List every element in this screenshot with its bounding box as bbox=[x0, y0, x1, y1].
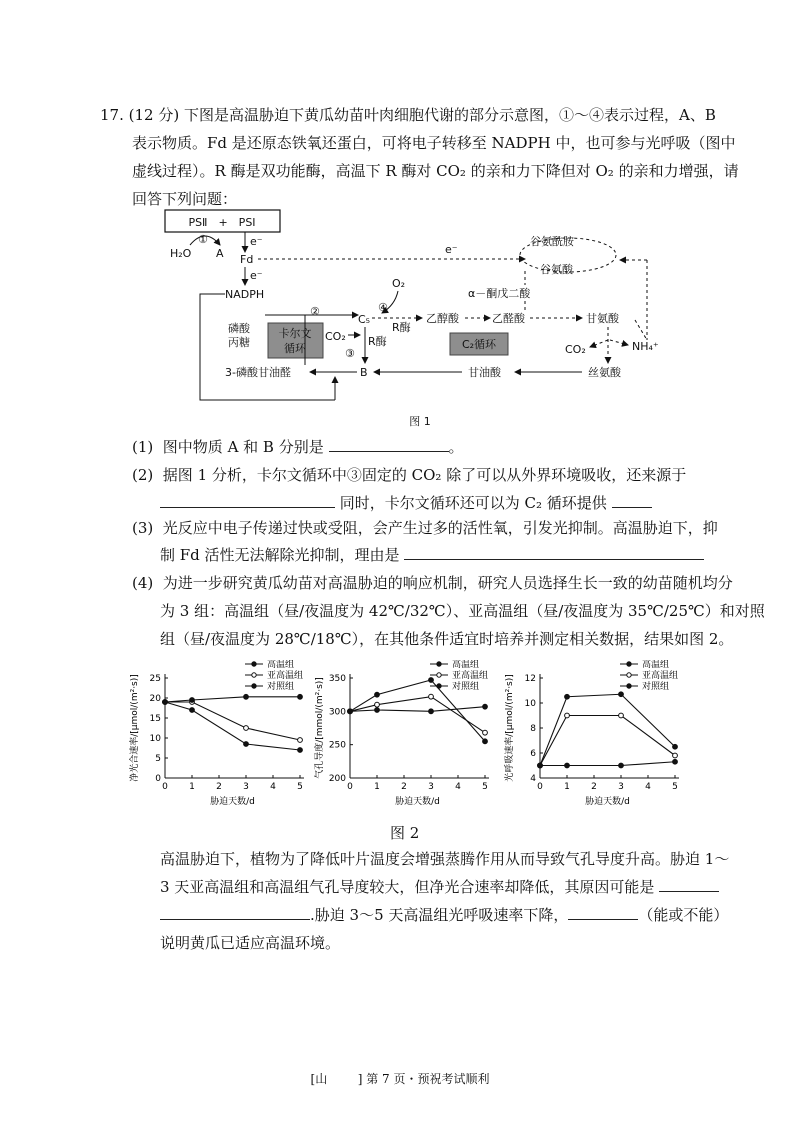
question-2 bbox=[132, 462, 686, 488]
question-3-cont bbox=[160, 542, 704, 568]
data-point bbox=[190, 698, 195, 703]
footer-left: [山 bbox=[310, 1072, 328, 1086]
electron-label: e⁻ bbox=[445, 243, 458, 256]
calvin-cycle-line2: 循环 bbox=[284, 342, 306, 355]
x-tick-label: 5 bbox=[482, 782, 488, 792]
series-line-高温组 bbox=[540, 694, 675, 765]
x-tick-label: 1 bbox=[374, 782, 380, 792]
answer-blank[interactable] bbox=[160, 491, 335, 508]
x-tick-label: 0 bbox=[537, 782, 543, 792]
data-point bbox=[298, 694, 303, 699]
question-1 bbox=[132, 434, 464, 460]
co2-label: CO₂ bbox=[325, 330, 346, 343]
ps-box-label: PSⅡ + PSⅠ bbox=[188, 216, 256, 229]
glycerate-label: 甘油酸 bbox=[468, 366, 501, 379]
x-axis-label: 胁迫天数/d bbox=[395, 797, 440, 807]
data-point bbox=[673, 744, 678, 749]
y-tick-label: 350 bbox=[328, 674, 346, 684]
data-point bbox=[673, 759, 678, 764]
data-point bbox=[619, 713, 624, 718]
calvin-cycle-line1: 卡尔文 bbox=[278, 327, 312, 340]
x-tick-label: 2 bbox=[591, 782, 597, 792]
legend-marker bbox=[252, 684, 256, 688]
substance-b: B bbox=[360, 366, 368, 379]
nadph-label: NADPH bbox=[225, 288, 265, 301]
q1-number: (1) bbox=[132, 438, 154, 456]
c2-cycle-label: C₂循环 bbox=[461, 338, 497, 351]
series-line-亚高温组 bbox=[540, 716, 675, 766]
x-axis-label: 胁迫天数/d bbox=[210, 797, 255, 807]
x-tick-label: 4 bbox=[455, 782, 461, 792]
intro-text: 虚线过程）。R 酶是双功能酶，高温下 R 酶对 CO₂ 的亲和力下降但对 O₂ 的亲和力增强，请 bbox=[132, 162, 739, 180]
y-tick-label: 250 bbox=[328, 740, 346, 751]
y-tick-label: 6 bbox=[530, 749, 536, 759]
figure-2-caption: 图 2 bbox=[390, 824, 420, 842]
data-point bbox=[244, 726, 249, 731]
data-point bbox=[163, 700, 168, 705]
q1-end: 。 bbox=[448, 438, 464, 456]
y-axis-label: 气孔导度/[mmol/(m²·s)] bbox=[315, 677, 325, 779]
answer-blank[interactable] bbox=[404, 543, 704, 560]
y-tick-label: 12 bbox=[524, 674, 536, 684]
legend-label: 亚高温组 bbox=[452, 671, 489, 681]
q4-number: (4) bbox=[132, 574, 154, 592]
data-point bbox=[538, 763, 543, 768]
x-tick-label: 3 bbox=[618, 782, 624, 792]
legend-marker bbox=[437, 684, 441, 688]
legend-label: 高温组 bbox=[267, 660, 295, 670]
serine-label: 丝氨酸 bbox=[588, 366, 621, 379]
legend-label: 对照组 bbox=[452, 682, 480, 692]
r-enzyme-label: R酶 bbox=[392, 321, 411, 334]
series-line-高温组 bbox=[165, 702, 300, 750]
data-point bbox=[375, 708, 380, 713]
legend-marker bbox=[627, 684, 631, 688]
substance-a: A bbox=[216, 247, 224, 260]
process-1: ① bbox=[198, 233, 208, 246]
co2-label: CO₂ bbox=[565, 343, 586, 356]
y-tick-label: 200 bbox=[328, 774, 346, 784]
data-point bbox=[375, 692, 380, 697]
glycine-label: 甘氨酸 bbox=[586, 312, 619, 325]
r-enzyme-label: R酶 bbox=[368, 335, 387, 348]
q3-number: (3) bbox=[132, 519, 154, 537]
data-point bbox=[190, 708, 195, 713]
q2-number: (2) bbox=[132, 466, 154, 484]
legend-label: 亚高温组 bbox=[642, 671, 679, 681]
triose-phosphate-line2: 丙糖 bbox=[228, 336, 250, 349]
answer-blank[interactable] bbox=[160, 903, 310, 920]
legend-label: 对照组 bbox=[642, 682, 670, 692]
fd-label: Fd bbox=[240, 253, 254, 266]
q4-text-3: 组（昼/夜温度为 28℃/18℃），在其他条件适宜时培养并测定相关数据，结果如图 2。 bbox=[160, 630, 734, 648]
answer-blank[interactable] bbox=[329, 435, 449, 452]
q4b-line2 bbox=[160, 874, 719, 900]
x-tick-label: 2 bbox=[401, 782, 407, 792]
q4b-line3 bbox=[160, 902, 728, 928]
x-tick-label: 4 bbox=[270, 782, 276, 792]
legend-marker bbox=[627, 662, 631, 666]
y-tick-label: 20 bbox=[149, 694, 161, 704]
answer-blank[interactable] bbox=[612, 491, 652, 508]
data-point bbox=[483, 739, 488, 744]
data-point bbox=[483, 730, 488, 735]
triose-phosphate-line1: 磷酸 bbox=[228, 322, 250, 335]
glycolate-label: 乙醇酸 bbox=[426, 312, 459, 325]
q4b-text-3: .胁迫 3～5 天高温组光呼吸速率下降， bbox=[310, 906, 569, 924]
x-tick-label: 3 bbox=[243, 782, 249, 792]
data-point bbox=[673, 753, 678, 758]
question-points: (12 分) bbox=[128, 106, 180, 124]
legend-marker bbox=[252, 662, 256, 666]
series-line-对照组 bbox=[165, 697, 300, 702]
akg-label: α－酮戊二酸 bbox=[468, 287, 531, 300]
question-number: 17. bbox=[100, 106, 124, 124]
data-point bbox=[244, 694, 249, 699]
y-tick-label: 25 bbox=[149, 674, 161, 684]
process-2: ② bbox=[310, 305, 320, 318]
data-point bbox=[565, 694, 570, 699]
figure-1-caption: 图 1 bbox=[409, 415, 431, 428]
c5-label: C₅ bbox=[358, 313, 371, 326]
x-axis-label: 胁迫天数/d bbox=[585, 797, 630, 807]
x-tick-label: 5 bbox=[672, 782, 678, 792]
intro-text: 表示物质。Fd 是还原态铁氧还蛋白，可将电子转移至 NADPH 中，也可参与光呼吸（图中 bbox=[132, 134, 736, 152]
page-footer bbox=[0, 1070, 800, 1087]
q4b-text: 高温胁迫下，植物为了降低叶片温度会增强蒸腾作用从而导致气孔导度升高。胁迫 1～ bbox=[160, 850, 730, 868]
q4b-text-4: （能或不能） bbox=[638, 906, 729, 924]
x-tick-label: 5 bbox=[297, 782, 303, 792]
data-point bbox=[298, 748, 303, 753]
data-point bbox=[429, 709, 434, 714]
data-point bbox=[565, 763, 570, 768]
q2-text-2: 同时，卡尔文循环还可以为 C₂ 循环提供 bbox=[339, 494, 607, 512]
data-point bbox=[483, 704, 488, 709]
y-tick-label: 4 bbox=[530, 774, 536, 784]
x-tick-label: 1 bbox=[189, 782, 195, 792]
legend-marker bbox=[437, 662, 441, 666]
electron-label: e⁻ bbox=[250, 269, 263, 282]
question-4 bbox=[132, 570, 733, 596]
q4b-text-2: 3 天亚高温组和高温组气孔导度较大，但净光合速率却降低，其原因可能是 bbox=[160, 878, 655, 896]
figure-2-charts bbox=[120, 660, 700, 820]
process-3: ③ bbox=[345, 347, 355, 360]
nh4-label: NH₄⁺ bbox=[632, 340, 659, 353]
series-line-对照组 bbox=[350, 707, 485, 712]
question-2-cont bbox=[160, 490, 652, 516]
x-tick-label: 0 bbox=[162, 782, 168, 792]
data-point bbox=[429, 694, 434, 699]
intro-text: 回答下列问题： bbox=[132, 190, 238, 208]
q4-text: 为进一步研究黄瓜幼苗对高温胁迫的响应机制，研究人员选择生长一致的幼苗随机均分 bbox=[162, 574, 733, 592]
y-tick-label: 10 bbox=[149, 734, 161, 744]
y-tick-label: 15 bbox=[149, 714, 161, 724]
data-point bbox=[429, 678, 434, 683]
answer-blank[interactable] bbox=[568, 903, 638, 920]
y-tick-label: 5 bbox=[155, 754, 161, 764]
q2-text: 据图 1 分析，卡尔文循环中③固定的 CO₂ 除了可以从外界环境吸收，还来源于 bbox=[162, 466, 687, 484]
y-axis-label: 光呼吸速率/[μmol/(m²·s)] bbox=[505, 674, 515, 782]
x-tick-label: 0 bbox=[347, 782, 353, 792]
intro-text: 下图是高温胁迫下黄瓜幼苗叶肉细胞代谢的部分示意图，①～④表示过程，A、B bbox=[183, 106, 716, 124]
glutamine-label: 谷氨酰胺 bbox=[530, 235, 574, 248]
y-tick-label: 300 bbox=[328, 707, 346, 718]
series-line-亚高温组 bbox=[350, 697, 485, 733]
data-point bbox=[619, 763, 624, 768]
data-point bbox=[619, 692, 624, 697]
data-point bbox=[375, 702, 380, 707]
legend-label: 高温组 bbox=[452, 660, 480, 670]
question-3 bbox=[132, 515, 718, 541]
y-tick-label: 10 bbox=[524, 699, 536, 709]
g3p-label: 3-磷酸甘油醛 bbox=[225, 366, 291, 379]
y-tick-label: 0 bbox=[155, 774, 161, 784]
footer-right: ] 第 7 页・预祝考试顺利 bbox=[357, 1072, 490, 1086]
legend-marker bbox=[437, 673, 441, 677]
x-tick-label: 1 bbox=[564, 782, 570, 792]
data-point bbox=[565, 713, 570, 718]
data-point bbox=[244, 742, 249, 747]
glutamate-label: 谷氨酸 bbox=[540, 263, 573, 276]
q3-text-2: 制 Fd 活性无法解除光抑制，理由是 bbox=[160, 546, 400, 564]
x-tick-label: 2 bbox=[216, 782, 222, 792]
process-4: ④ bbox=[378, 301, 388, 314]
h2o-label: H₂O bbox=[170, 247, 192, 260]
q4b-text-5: 说明黄瓜已适应高温环境。 bbox=[160, 934, 341, 952]
series-line-对照组 bbox=[540, 762, 675, 766]
answer-blank[interactable] bbox=[659, 875, 719, 892]
electron-label: e⁻ bbox=[250, 235, 263, 248]
q4-text-2: 为 3 组：高温组（昼/夜温度为 42℃/32℃）、亚高温组（昼/夜温度为 35℃/25℃）和对照 bbox=[160, 602, 765, 620]
question-line1 bbox=[100, 102, 716, 128]
legend-marker bbox=[627, 673, 631, 677]
data-point bbox=[348, 709, 353, 714]
legend-label: 对照组 bbox=[267, 682, 295, 692]
legend-label: 亚高温组 bbox=[267, 671, 304, 681]
x-tick-label: 4 bbox=[645, 782, 651, 792]
y-tick-label: 8 bbox=[530, 724, 536, 734]
legend-label: 高温组 bbox=[642, 660, 670, 670]
o2-label: O₂ bbox=[392, 277, 406, 290]
data-point bbox=[298, 738, 303, 743]
legend-marker bbox=[252, 673, 256, 677]
y-axis-label: 净光合速率/[μmol/(m²·s)] bbox=[130, 674, 140, 782]
glyoxylate-label: 乙醛酸 bbox=[492, 312, 525, 325]
x-tick-label: 3 bbox=[428, 782, 434, 792]
q1-text: 图中物质 A 和 B 分别是 bbox=[162, 438, 324, 456]
q3-text: 光反应中电子传递过快或受阻，会产生过多的活性氧，引发光抑制。高温胁迫下，抑 bbox=[162, 519, 718, 537]
figure-1-diagram bbox=[150, 205, 690, 430]
